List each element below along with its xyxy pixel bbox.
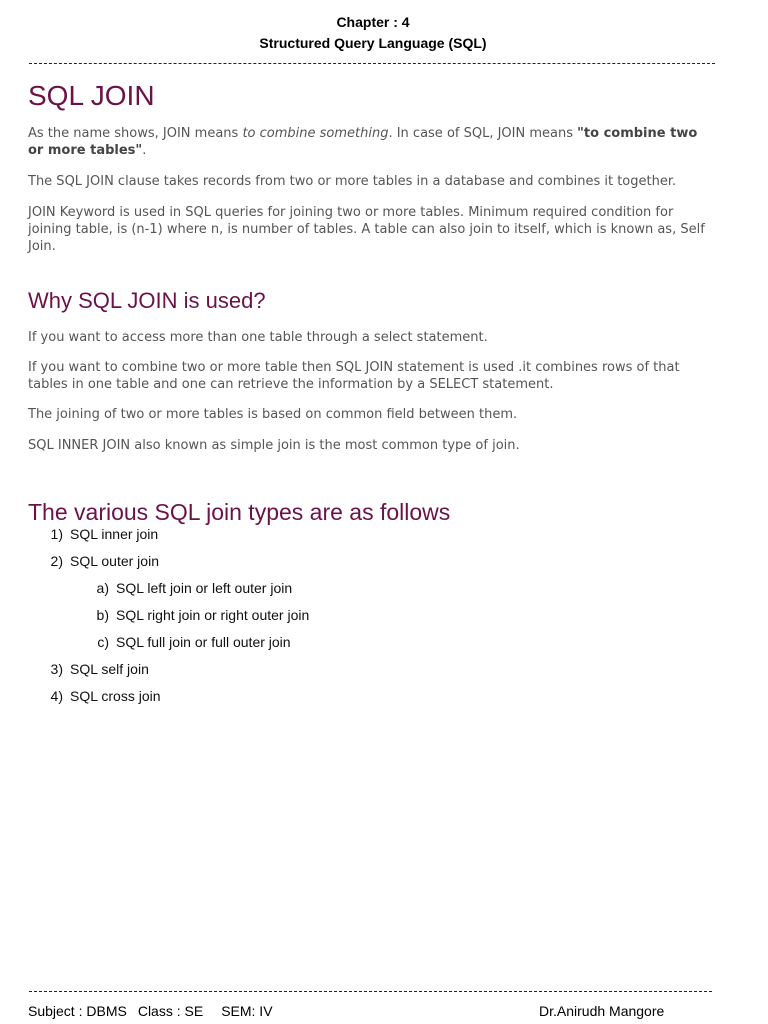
page-footer-meta [28,1001,273,1021]
page-header [0,12,746,54]
list-item [43,686,161,706]
chapter-title: Structured Query Language (SQL) [259,35,487,51]
join-meaning-middle: . In case of SQL, JOIN means [388,126,578,141]
list-item-number: 1) [50,526,63,542]
join-meaning-lead: As the name shows, JOIN means [28,126,243,141]
list-item [43,659,149,679]
paragraph-why-access: If you want to access more than one table through a select statement. [28,330,488,345]
header-divider [29,63,715,64]
list-item [43,551,159,571]
paragraph-join-keyword: JOIN Keyword is used in SQL queries for joining two or more tables. Minimum required condition for joining table, is (n-1) where n, is number of tables. A table can also join to itself, which is known as, Self Join. [28,205,705,254]
section-heading-why-join: Why SQL JOIN is used? [28,288,266,313]
list-item-text: SQL self join [70,661,149,677]
list-item-number: 3) [50,661,63,677]
sub-list-item [89,578,292,598]
sub-list-item [89,605,309,625]
paragraph-why-combine: If you want to combine two or more table then SQL JOIN statement is used .it combines rows of that tables in one table and one can retrieve the information by a SELECT statement. [28,360,680,392]
paragraph-join-meaning [28,125,708,159]
list-item-number: b) [96,607,109,623]
list-item-number: a) [96,580,109,596]
list-item-text: SQL full join or full outer join [116,634,291,650]
footer-subject: Subject : DBMS [28,1003,127,1019]
list-item-number: 2) [50,553,63,569]
footer-author: Dr.Anirudh Mangore [539,1003,665,1019]
join-meaning-strong: "to combine two or more tables" [28,126,698,158]
list-item-text: SQL cross join [70,688,161,704]
list-item-text: SQL outer join [70,553,159,569]
footer-sem: SEM: IV [221,1003,273,1019]
list-item-text: SQL inner join [70,526,159,542]
footer-class: Class : SE [137,1003,204,1019]
section-heading-join-types: The various SQL join types are as follows [28,499,451,525]
list-item [43,524,158,544]
sub-list-item [89,632,291,652]
chapter-label: Chapter : 4 [336,14,410,30]
list-item-text: SQL right join or right outer join [116,607,310,623]
list-item-text: SQL left join or left outer join [116,580,293,596]
paragraph-why-inner-join: SQL INNER JOIN also known as simple join is the most common type of join. [28,438,520,453]
footer-divider [29,991,712,992]
paragraph-join-clause: The SQL JOIN clause takes records from two or more tables in a database and combines it together. [28,174,677,189]
join-meaning-emphasis: to combine something [242,126,389,141]
paragraph-why-common-field: The joining of two or more tables is based on common field between them. [28,407,518,422]
list-item-number: c) [97,634,109,650]
join-meaning-tail: . [142,143,147,158]
section-heading-sql-join: SQL JOIN [28,80,155,111]
list-item-number: 4) [50,688,63,704]
